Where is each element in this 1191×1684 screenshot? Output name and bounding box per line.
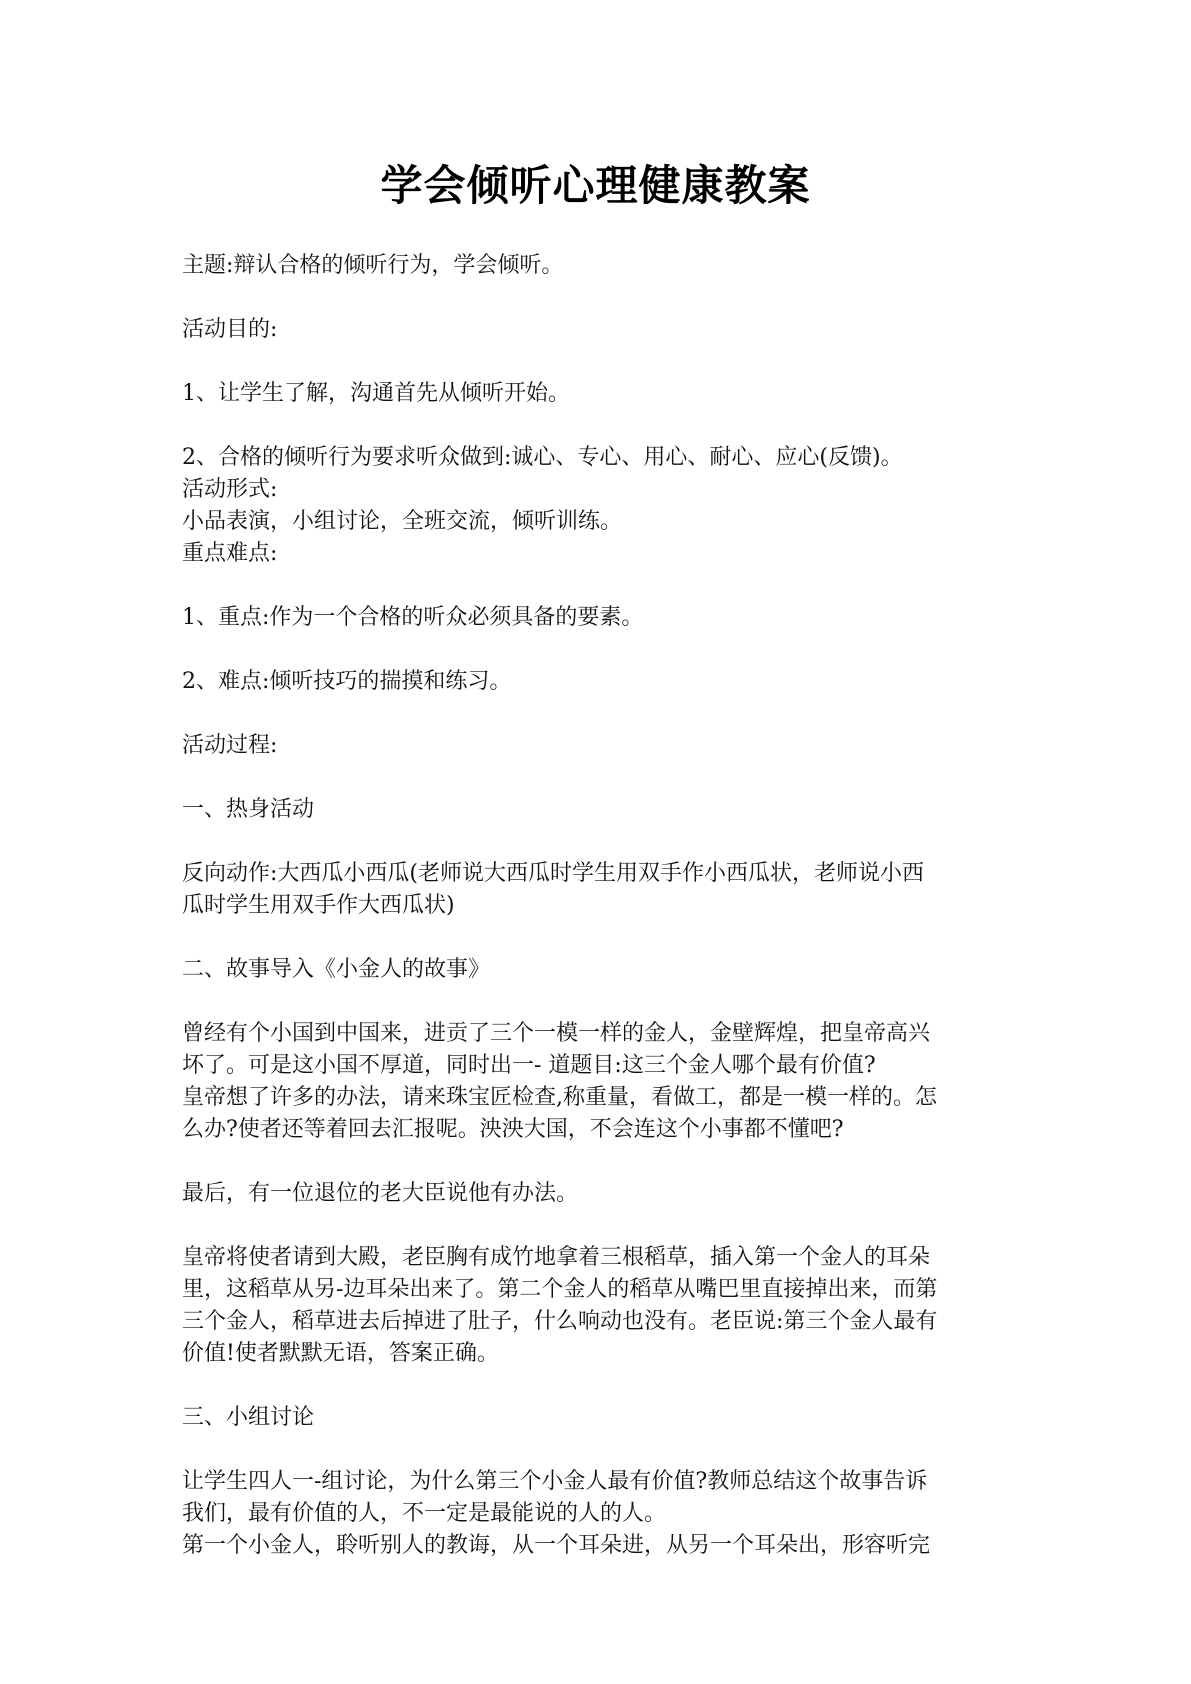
blank-line [182, 698, 1022, 730]
blank-line [182, 570, 1022, 602]
text-line-theme: 主题:辩认合格的倾听行为，学会倾听。 [182, 253, 564, 278]
text-line-story-5: 最后，有一位退位的老大臣说他有办法。 [182, 1181, 579, 1206]
text-line-story-6: 皇帝将使者请到大殿，老臣胸有成竹地拿着三根稻草，插入第一个金人的耳朵 [182, 1245, 931, 1270]
blank-line [182, 1370, 1022, 1402]
text-line-goal-2: 2、合格的倾听行为要求听众做到:诚心、专心、用心、耐心、应心(反馈)。 [182, 445, 903, 470]
text-line-discussion-1: 让学生四人一-组讨论，为什么第三个小金人最有价值?教师总结这个故事告诉 [182, 1469, 928, 1494]
blank-line [182, 1146, 1022, 1178]
text-line-warmup-1: 反向动作:大西瓜小西瓜(老师说大西瓜时学生用双手作小西瓜状，老师说小西 [182, 861, 924, 886]
text-line-story-8: 三个金人，稻草进去后掉进了肚子，什么响动也没有。老臣说:第三个金人最有 [182, 1309, 938, 1334]
text-line-discussion-2: 我们，最有价值的人，不一定是最能说的人的人。 [182, 1501, 667, 1526]
text-line-story-1: 曾经有个小国到中国来，进贡了三个一模一样的金人，金壁辉煌，把皇帝高兴 [182, 1021, 931, 1046]
text-line-key-1: 1、重点:作为一个合格的听众必须具备的要素。 [182, 605, 644, 630]
text-line-story-7: 里，这稻草从另-边耳朵出来了。第二个金人的稻草从嘴巴里直接掉出来，而第 [182, 1277, 938, 1302]
text-line-process-heading: 活动过程: [182, 733, 278, 758]
blank-line [182, 410, 1022, 442]
section-heading-story: 二、故事导入《小金人的故事》 [182, 957, 491, 982]
text-line-story-4: 么办?使者还等着回去汇报呢。泱泱大国，不会连这个小事都不懂吧? [182, 1117, 844, 1142]
blank-line [182, 1210, 1022, 1242]
section-heading-warmup: 一、热身活动 [182, 797, 315, 822]
text-line-key-heading: 重点难点: [182, 541, 278, 566]
text-line-form: 小品表演，小组讨论，全班交流，倾听训练。 [182, 509, 623, 534]
blank-line [182, 762, 1022, 794]
blank-line [182, 986, 1022, 1018]
section-heading-discussion: 三、小组讨论 [182, 1405, 315, 1430]
text-line-form-heading: 活动形式: [182, 477, 278, 502]
blank-line [182, 282, 1022, 314]
blank-line [182, 826, 1022, 858]
text-line-key-2: 2、难点:倾听技巧的揣摸和练习。 [182, 669, 512, 694]
blank-line [182, 1434, 1022, 1466]
text-line-story-3: 皇帝想了许多的办法，请来珠宝匠检查,称重量，看做工，都是一模一样的。怎 [182, 1085, 937, 1110]
page-title: 学会倾听心理健康教案 [380, 161, 811, 210]
blank-line [182, 346, 1022, 378]
text-line-discussion-3: 第一个小金人，聆听别人的教诲，从一个耳朵进，从另一个耳朵出，形容听完 [182, 1533, 931, 1558]
blank-line [182, 922, 1022, 954]
text-line-story-9: 价值!使者默默无语，答案正确。 [182, 1341, 499, 1366]
text-line-warmup-2: 瓜时学生用双手作大西瓜状) [182, 893, 455, 918]
text-line-story-2: 坏了。可是这小国不厚道，同时出一- 道题目:这三个金人哪个最有价值? [182, 1053, 876, 1078]
text-line-goal-heading: 活动目的: [182, 317, 278, 342]
text-line-goal-1: 1、让学生了解，沟通首先从倾听开始。 [182, 381, 570, 406]
document-body [182, 250, 1022, 1562]
blank-line [182, 634, 1022, 666]
